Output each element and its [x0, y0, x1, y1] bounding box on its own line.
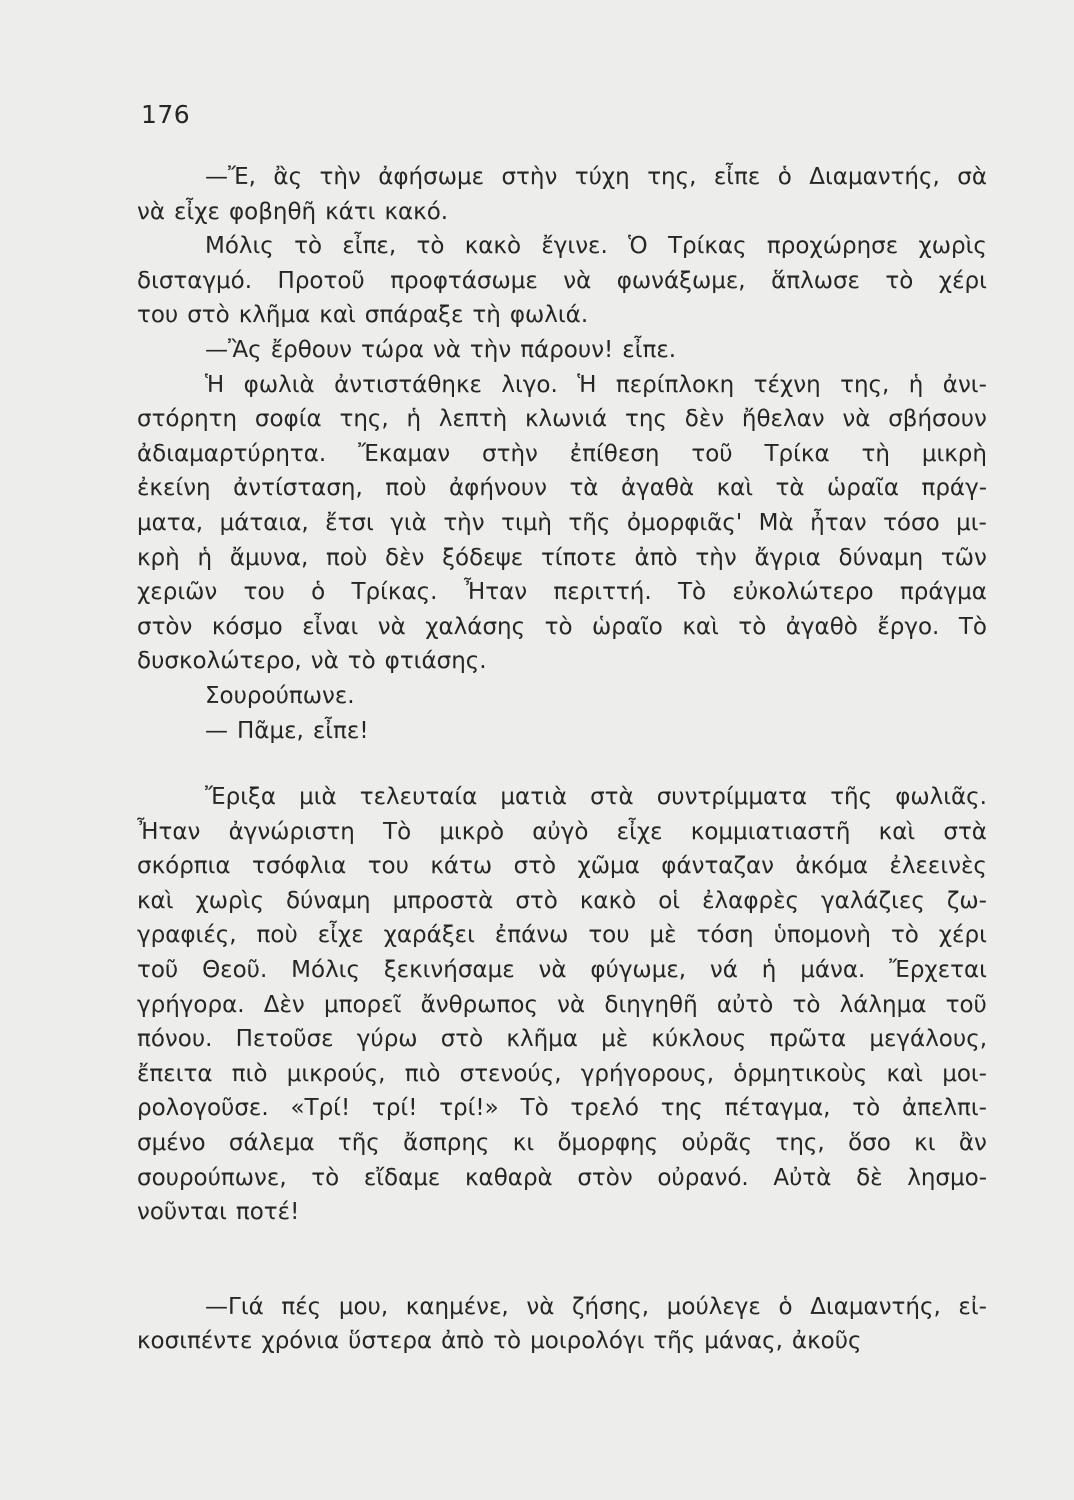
text-line: πόνου. Πετοῦσε γύρω στὸ κλῆμα μὲ κύκλους πρῶτα μεγάλους, [137, 1026, 987, 1053]
page-number: 176 [141, 100, 191, 129]
text-line: καὶ χωρὶς δύναμη μπροστὰ στὸ κακὸ οἱ ἐλαφρὲς γαλάζιες ζω- [137, 887, 987, 914]
text-line: τοῦ Θεοῦ. Μόλις ξεκινήσαμε νὰ φύγωμε, νά ἡ μάνα. Ἔρχεται [137, 957, 987, 984]
text-line: — Πᾶμε, εἶπε! [205, 717, 369, 744]
text-line: ματα, μάταια, ἔτσι γιὰ τὴν τιμὴ τῆς ὀμορφιᾶς' Μὰ ἦταν τόσο μι- [137, 509, 987, 536]
text-line: γρήγορα. Δὲν μπορεῖ ἄνθρωπος νὰ διηγηθῆ αὐτὸ τὸ λάλημα τοῦ [137, 991, 987, 1018]
body-text [137, 160, 987, 1359]
text-line: στόρητη σοφία της, ἡ λεπτὴ κλωνιά της δὲν ἤθελαν νὰ σβήσουν [137, 406, 987, 433]
text-line: χεριῶν του ὁ Τρίκας. Ἦταν περιττή. Τὸ εὐκολώτερο πράγμα [137, 579, 987, 606]
text-line: ἐκείνη ἀντίσταση, ποὺ ἀφήνουν τὰ ἀγαθὰ καὶ τὰ ὡραῖα πράγ- [137, 475, 987, 502]
text-line: δισταγμό. Προτοῦ προφτάσωμε νὰ φωνάξωμε, ἅπλωσε τὸ χέρι [137, 267, 987, 294]
text-line: Ἡ φωλιὰ ἀντιστάθηκε λιγο. Ἡ περίπλοκη τέχνη της, ἡ ἀνι- [205, 371, 987, 398]
text-line: σκόρπια τσόφλια του κάτω στὸ χῶμα φάνταζαν ἀκόμα ἐλεεινὲς [137, 853, 987, 880]
text-line: —Γιά πές μου, καημένε, νὰ ζήσης, μούλεγε ὁ Διαμαντής, εἰ- [205, 1293, 987, 1320]
text-line: κοσιπέντε χρόνια ὕστερα ἀπὸ τὸ μοιρολόγι τῆς μάνας, ἀκοῦς [137, 1328, 862, 1355]
text-line: στὸν κόσμο εἶναι νὰ χαλάσης τὸ ὡραῖο καὶ τὸ ἀγαθὸ ἔργο. Τὸ [137, 613, 987, 640]
text-line: νοῦνται ποτέ! [137, 1199, 300, 1226]
text-line: —Ἔ, ἂς τὴν ἀφήσωμε στὴν τύχη της, εἶπε ὁ Διαμαντής, σὰ [205, 164, 987, 190]
text-line: Ἦταν ἀγνώριστη Τὸ μικρὸ αὐγὸ εἶχε κομμιατιαστῆ καὶ στὰ [137, 818, 987, 845]
text-line: Μόλις τὸ εἶπε, τὸ κακὸ ἔγινε. Ὁ Τρίκας προχώρησε χωρὶς [205, 233, 987, 260]
text-line: κρὴ ἡ ἄμυνα, ποὺ δὲν ξόδεψε τίποτε ἀπὸ τὴν ἄγρια δύναμη τῶν [137, 544, 987, 571]
text-line: του στὸ κλῆμα καὶ σπάραξε τὴ φωλιά. [137, 302, 589, 329]
text-line: σουρούπωνε, τὸ εἴδαμε καθαρὰ στὸν οὐρανό. Αὐτὰ δὲ λησμο- [137, 1164, 987, 1191]
text-line: σμένο σάλεμα τῆς ἄσπρης κι ὄμορφης οὐρᾶς της, ὅσο κι ἂν [137, 1130, 987, 1157]
text-line: ἔπειτα πιὸ μικρούς, πιὸ στενούς, γρήγορους, ὁρμητικοὺς καὶ μοι- [137, 1060, 987, 1087]
text-line: ρολογοῦσε. «Τρί! τρί! τρί!» Τὸ τρελό της πέταγμα, τὸ ἀπελπι- [137, 1095, 987, 1122]
text-line: Σουρούπωνε. [205, 682, 355, 709]
text-line: —Ἂς ἔρθουν τώρα νὰ τὴν πάρουν! εἶπε. [205, 336, 677, 363]
text-line: ἀδιαμαρτύρητα. Ἔκαμαν στὴν ἐπίθεση τοῦ Τρίκα τὴ μικρὴ [137, 440, 987, 467]
text-line: νὰ εἶχε φοβηθῆ κάτι κακό. [137, 198, 449, 225]
text-line: Ἔριξα μιὰ τελευταία ματιὰ στὰ συντρίμματα τῆς φωλιᾶς. [205, 784, 987, 811]
text-line: γραφιές, ποὺ εἶχε χαράξει ἐπάνω του μὲ τόση ὑπομονὴ τὸ χέρι [137, 922, 987, 949]
section-gap [137, 1230, 987, 1290]
text-line: δυσκολώτερο, νὰ τὸ φτιάσης. [137, 648, 487, 675]
section-gap [137, 748, 987, 780]
